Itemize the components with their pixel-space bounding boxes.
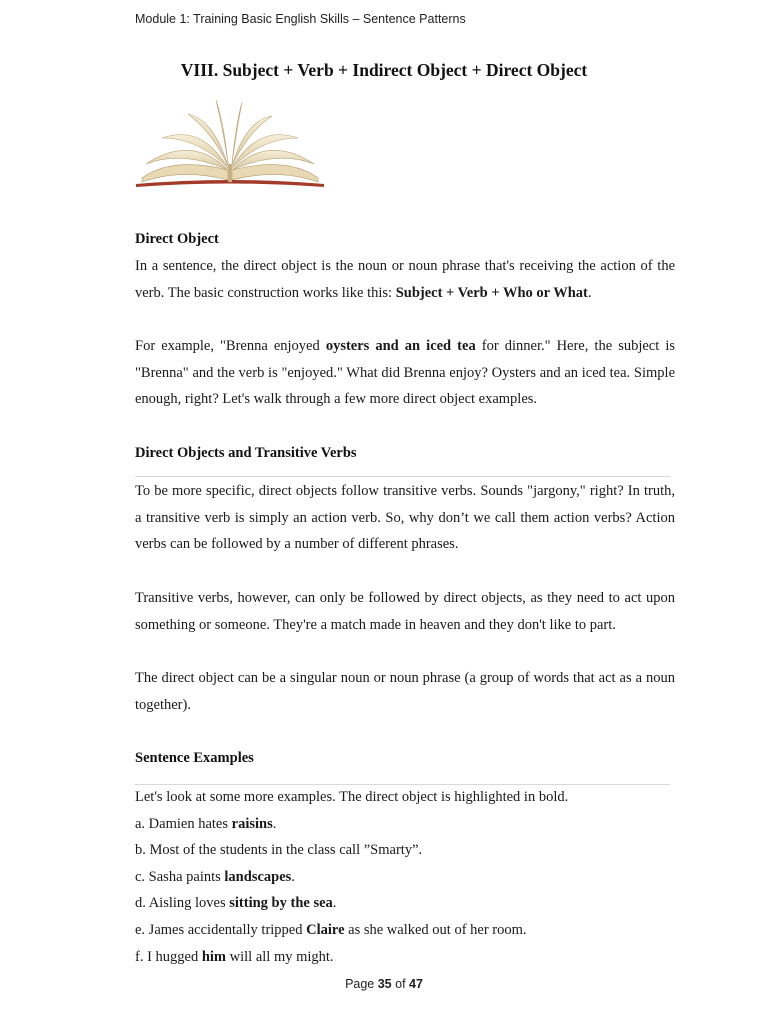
page-number: 35 bbox=[377, 977, 392, 991]
paragraph-text: for dinner." Here, the subject is "Brenna" and the verb is "enjoyed." What did Brenna enjoy? Oysters and an iced tea. Simple enough, right? Let's walk through a few more direct object examples. bbox=[135, 338, 675, 407]
open-book-icon bbox=[132, 94, 328, 190]
construction-formula: Subject + Verb + Who or What bbox=[395, 284, 588, 301]
total-pages: 47 bbox=[409, 977, 423, 991]
paragraph-transitive-3: The direct object can be a singular noun or noun phrase (a group of words that act as a noun together). bbox=[135, 670, 675, 713]
paragraph-direct-object-definition bbox=[135, 253, 675, 306]
direct-object-bold: oysters and an iced tea bbox=[325, 338, 476, 354]
example-item: a. Damien hates raisins. bbox=[135, 815, 277, 832]
heading-sentence-examples: Sentence Examples bbox=[135, 750, 254, 766]
running-header: Module 1: Training Basic English Skills – Sentence Patterns bbox=[135, 12, 466, 26]
section-divider bbox=[135, 476, 670, 477]
page-title: VIII. Subject + Verb + Indirect Object + Direct Object bbox=[180, 60, 588, 80]
paragraph-transitive-2: Transitive verbs, however, can only be followed by direct objects, as they need to act upon something or someone. They're a match made in heaven and they don't like to part. bbox=[135, 590, 675, 633]
examples-list bbox=[135, 784, 675, 970]
heading-direct-object: Direct Object bbox=[135, 231, 219, 247]
heading-transitive-verbs: Direct Objects and Transitive Verbs bbox=[135, 445, 357, 461]
paragraph-text: In a sentence, the direct object is the noun or noun phrase that's receiving the action of the verb. The basic construction works like this: bbox=[135, 258, 675, 301]
example-item: f. I hugged him will all my might. bbox=[135, 948, 334, 965]
example-item: d. Aisling loves sitting by the sea. bbox=[135, 895, 337, 912]
paragraph-text-end: . bbox=[587, 284, 592, 301]
paragraph-direct-object-example bbox=[135, 333, 675, 413]
paragraph-transitive-1: To be more specific, direct objects follow transitive verbs. Sounds "jargony," right? In truth, a transitive verb is simply an action verb. So, why don’t we call them action verbs? Action verbs can be followed by a number of different phrases. bbox=[135, 483, 675, 552]
example-item: e. James accidentally tripped Claire as she walked out of her room. bbox=[135, 921, 527, 938]
examples-intro: Let's look at some more examples. The direct object is highlighted in bold. bbox=[135, 789, 569, 805]
example-item: b. Most of the students in the class call ”Smarty”. bbox=[135, 842, 423, 859]
example-item: c. Sasha paints landscapes. bbox=[135, 868, 295, 885]
page-footer: Page 35 of 47 bbox=[345, 977, 423, 991]
paragraph-text: For example, "Brenna enjoyed bbox=[135, 338, 326, 354]
